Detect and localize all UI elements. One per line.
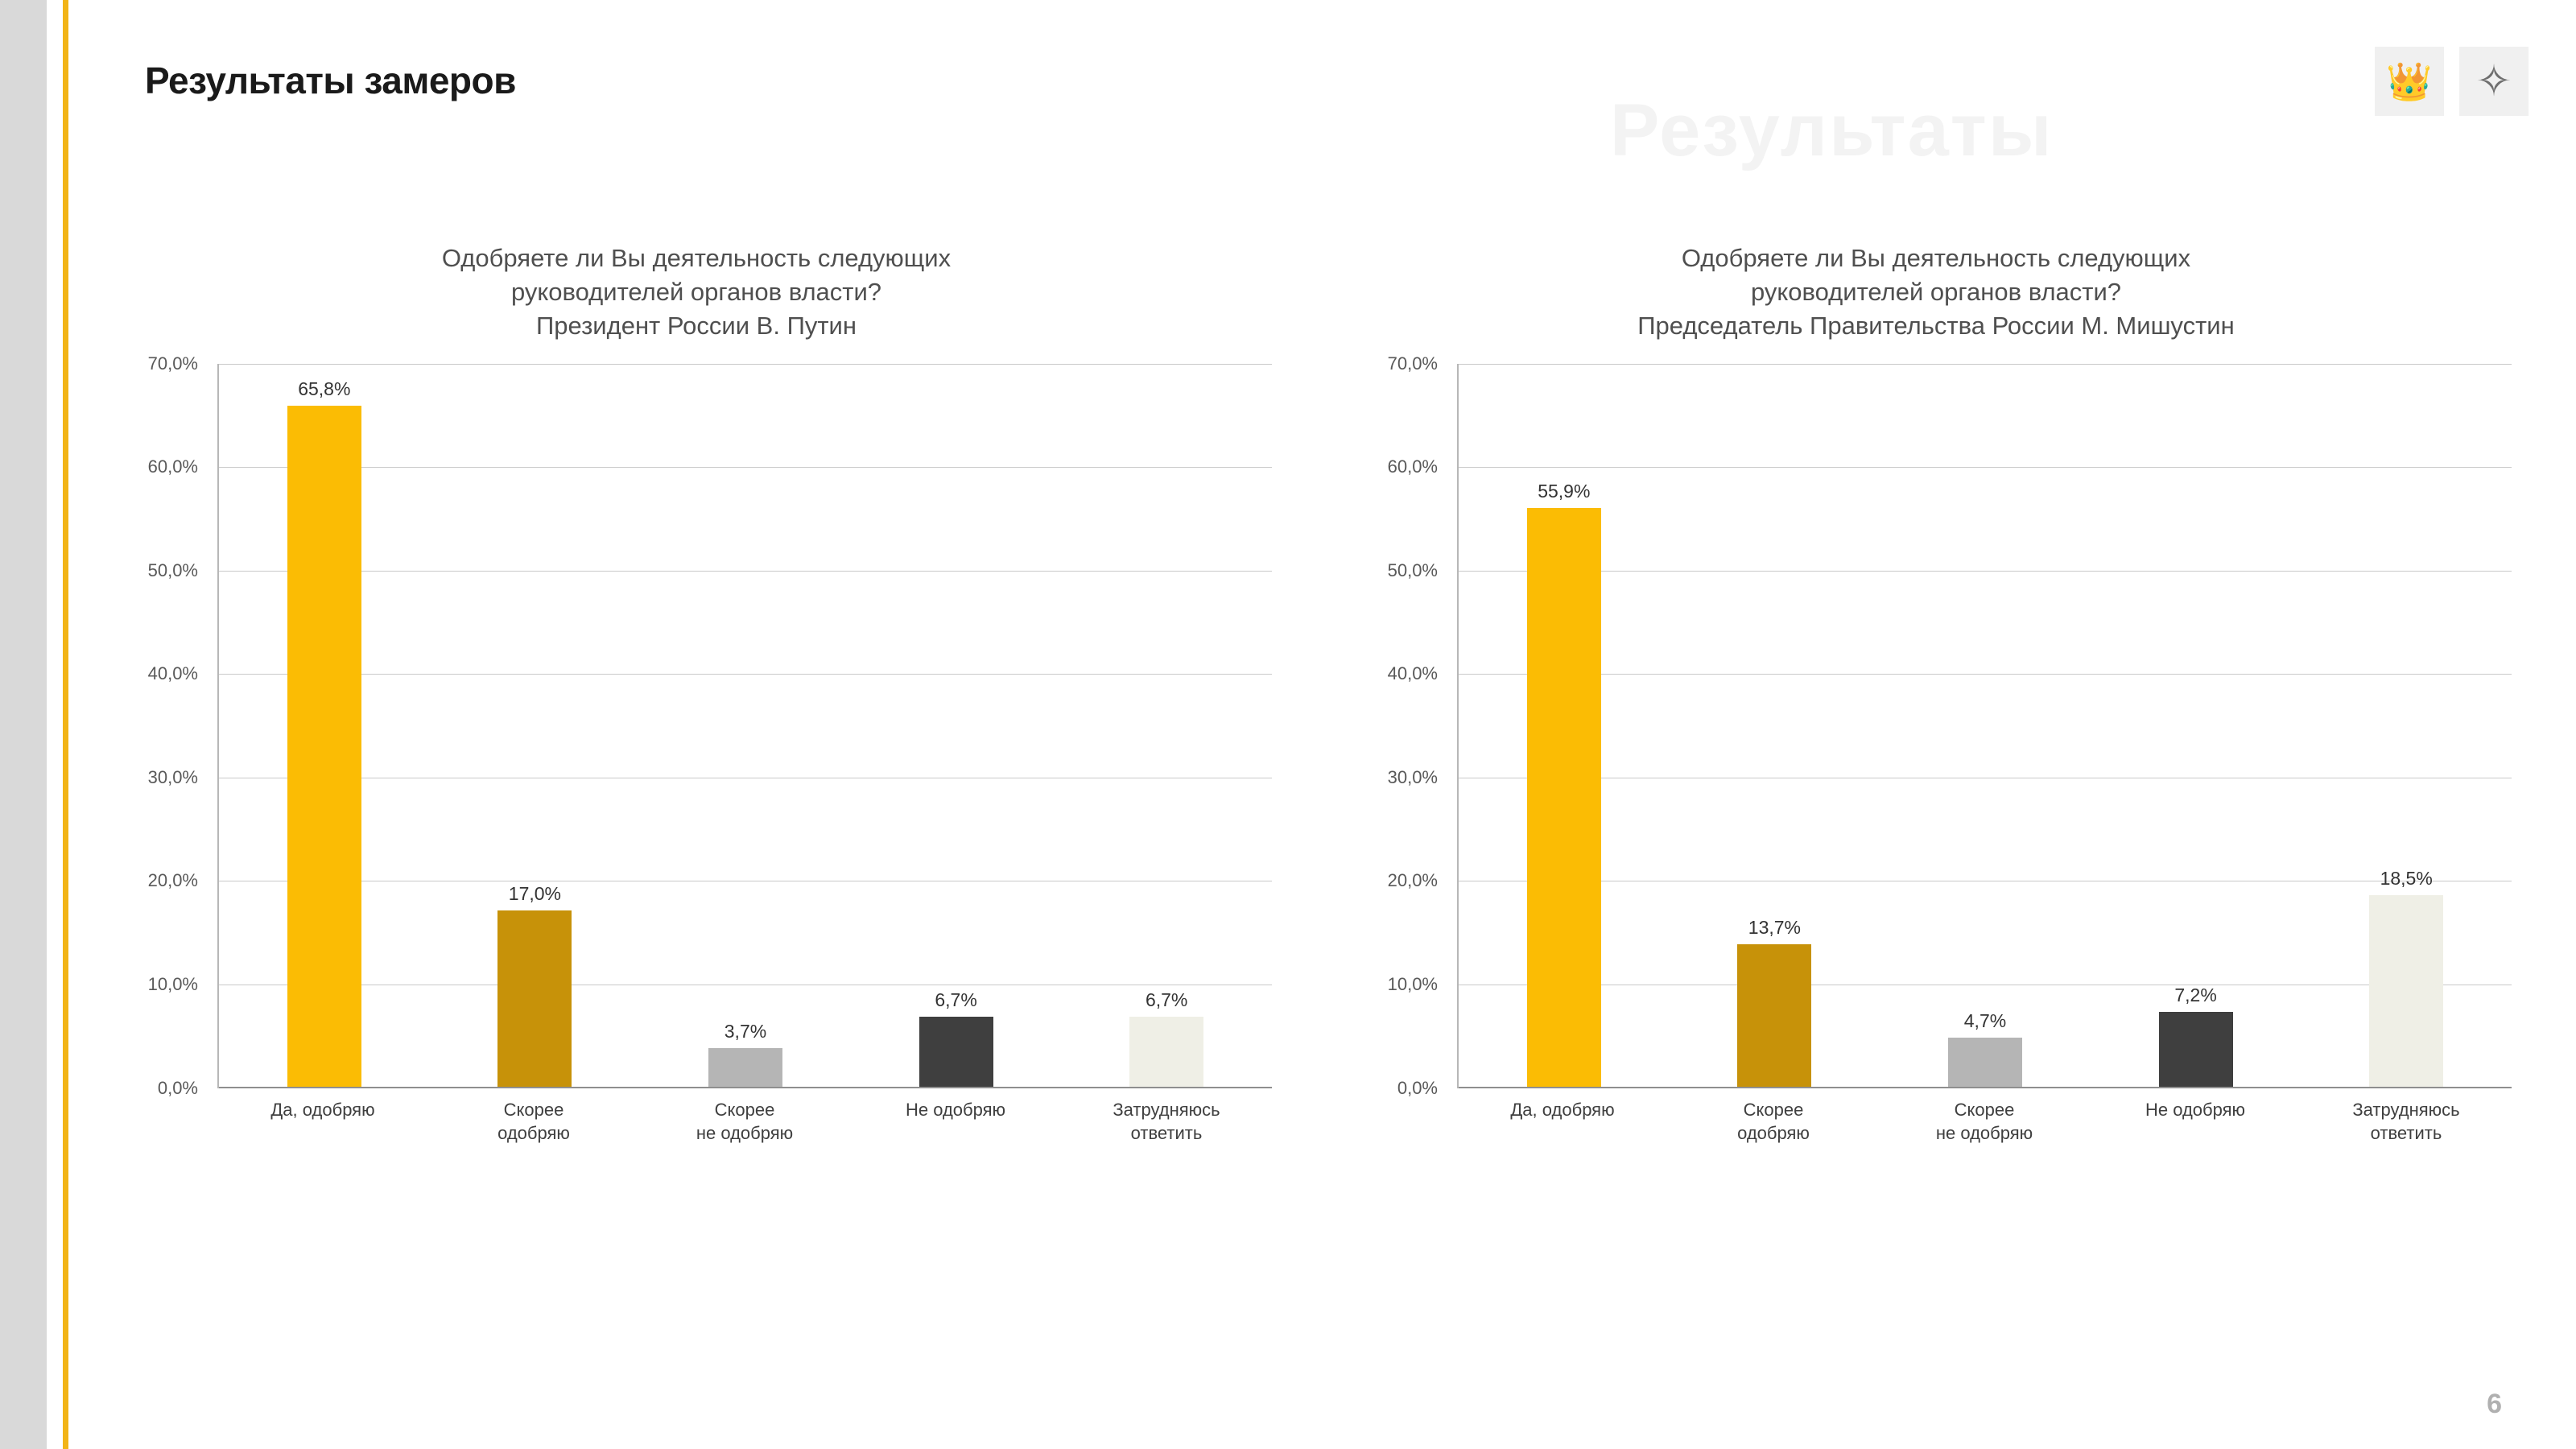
chart-title-line: руководителей органов власти? — [510, 277, 882, 306]
y-axis-tick-label: 20,0% — [1387, 870, 1438, 891]
page-number: 6 — [2487, 1389, 2502, 1419]
bar-slot — [2091, 364, 2301, 1087]
bar-slot — [1061, 364, 1272, 1087]
bar — [1737, 944, 1811, 1086]
bar-group — [1459, 364, 2512, 1087]
bar-value-label: 17,0% — [508, 882, 561, 904]
category-label — [217, 1098, 428, 1145]
left-grey-rail — [0, 0, 47, 1449]
bar-slot — [1670, 364, 1880, 1087]
category-label — [2090, 1098, 2301, 1145]
x-axis-categories — [217, 1098, 1272, 1145]
bar-value-label: 13,7% — [1748, 917, 1801, 939]
plot-area — [121, 353, 1272, 1143]
bar-slot — [219, 364, 430, 1087]
category-label-line: Скорее — [503, 1099, 564, 1120]
chart-title-line: Президент России В. Путин — [536, 311, 857, 340]
bar-value-label: 65,8% — [298, 378, 351, 399]
y-axis-tick-label: 30,0% — [1387, 766, 1438, 787]
bar — [1948, 1038, 2022, 1086]
x-axis-categories — [1457, 1098, 2512, 1145]
y-axis — [1360, 353, 1447, 1098]
category-label-line: ответить — [2370, 1122, 2442, 1143]
bar-value-label: 18,5% — [2380, 867, 2433, 889]
bar — [1129, 1017, 1203, 1086]
bar-value-label: 6,7% — [1145, 989, 1188, 1011]
category-label — [1879, 1098, 2090, 1145]
category-label-line: Скорее — [1954, 1099, 2015, 1120]
bar-slot — [2301, 364, 2512, 1087]
chart-title-line: Председатель Правительства России М. Мишустин — [1637, 311, 2235, 340]
bar-value-label: 4,7% — [1963, 1010, 2007, 1032]
chart-title-line: Одобряете ли Вы деятельность следующих — [441, 244, 952, 272]
category-label-line: не одобряю — [1935, 1122, 2033, 1143]
y-axis-tick-label: 70,0% — [1387, 353, 1438, 374]
bar — [287, 406, 361, 1087]
x-axis-line — [1459, 1087, 2512, 1088]
y-axis-tick-label: 40,0% — [147, 663, 198, 684]
left-accent-rail — [63, 0, 68, 1449]
y-axis-tick-label: 30,0% — [147, 766, 198, 787]
y-axis-tick-label: 40,0% — [1387, 663, 1438, 684]
plot-canvas — [217, 364, 1272, 1088]
cross-emblem-icon: ✧ — [2475, 57, 2512, 105]
y-axis-tick-label: 0,0% — [1397, 1077, 1438, 1098]
cross-emblem-logo — [2459, 47, 2529, 116]
category-label — [1668, 1098, 1879, 1145]
bar-slot — [851, 364, 1062, 1087]
y-axis-tick-label: 50,0% — [1387, 559, 1438, 580]
bar — [497, 910, 572, 1087]
category-label-line: не одобряю — [696, 1122, 794, 1143]
category-label-line: Да, одобряю — [1510, 1099, 1615, 1120]
y-axis-tick-label: 10,0% — [1387, 973, 1438, 994]
bar-value-label: 7,2% — [2174, 984, 2217, 1005]
bar-group — [219, 364, 1272, 1087]
chart-putin — [121, 242, 1272, 1248]
chart-title — [121, 242, 1272, 343]
plot-area — [1360, 353, 2512, 1143]
chart-title — [1360, 242, 2512, 343]
bar — [919, 1017, 993, 1086]
y-axis-tick-label: 10,0% — [147, 973, 198, 994]
category-label-line: одобряю — [497, 1122, 570, 1143]
y-axis-tick-label: 20,0% — [147, 870, 198, 891]
category-label-line: Скорее — [1743, 1099, 1804, 1120]
bar-slot — [640, 364, 851, 1087]
y-axis-tick-label: 50,0% — [147, 559, 198, 580]
category-label — [428, 1098, 639, 1145]
page-title: Результаты замеров — [145, 59, 516, 101]
y-axis-tick-label: 60,0% — [147, 456, 198, 477]
plot-canvas — [1457, 364, 2512, 1088]
category-label-line: Да, одобряю — [270, 1099, 375, 1120]
y-axis — [121, 353, 208, 1098]
category-label-line: ответить — [1130, 1122, 1203, 1143]
x-axis-line — [219, 1087, 1272, 1088]
category-label-line: Не одобряю — [2145, 1099, 2246, 1120]
y-axis-tick-label: 0,0% — [157, 1077, 198, 1098]
category-label-line: Затрудняюсь — [1113, 1099, 1220, 1120]
bar-slot — [1459, 364, 1670, 1087]
bar-value-label: 6,7% — [935, 989, 977, 1011]
coat-of-arms-icon: 👑 — [2386, 60, 2433, 102]
coat-of-arms-logo — [2375, 47, 2444, 116]
category-label-line: Скорее — [714, 1099, 775, 1120]
bar — [708, 1048, 782, 1087]
watermark-text: Результаты — [1610, 89, 2054, 171]
bar-slot — [430, 364, 641, 1087]
category-label-line: одобряю — [1737, 1122, 1810, 1143]
chart-title-line: Одобряете ли Вы деятельность следующих — [1681, 244, 2191, 272]
y-axis-tick-label: 60,0% — [1387, 456, 1438, 477]
y-axis-tick-label: 70,0% — [147, 353, 198, 374]
bar-value-label: 55,9% — [1538, 480, 1591, 502]
category-label — [2301, 1098, 2512, 1145]
category-label-line: Не одобряю — [905, 1099, 1006, 1120]
category-label — [639, 1098, 850, 1145]
chart-mishustin — [1360, 242, 2512, 1248]
bar — [2369, 895, 2443, 1087]
category-label-line: Затрудняюсь — [2352, 1099, 2460, 1120]
bar — [2159, 1012, 2233, 1087]
bar — [1527, 508, 1601, 1087]
category-label — [1457, 1098, 1668, 1145]
category-label — [1061, 1098, 1272, 1145]
bar-value-label: 3,7% — [724, 1020, 767, 1042]
bar-slot — [1880, 364, 2091, 1087]
chart-title-line: руководителей органов власти? — [1750, 277, 2122, 306]
category-label — [850, 1098, 1061, 1145]
